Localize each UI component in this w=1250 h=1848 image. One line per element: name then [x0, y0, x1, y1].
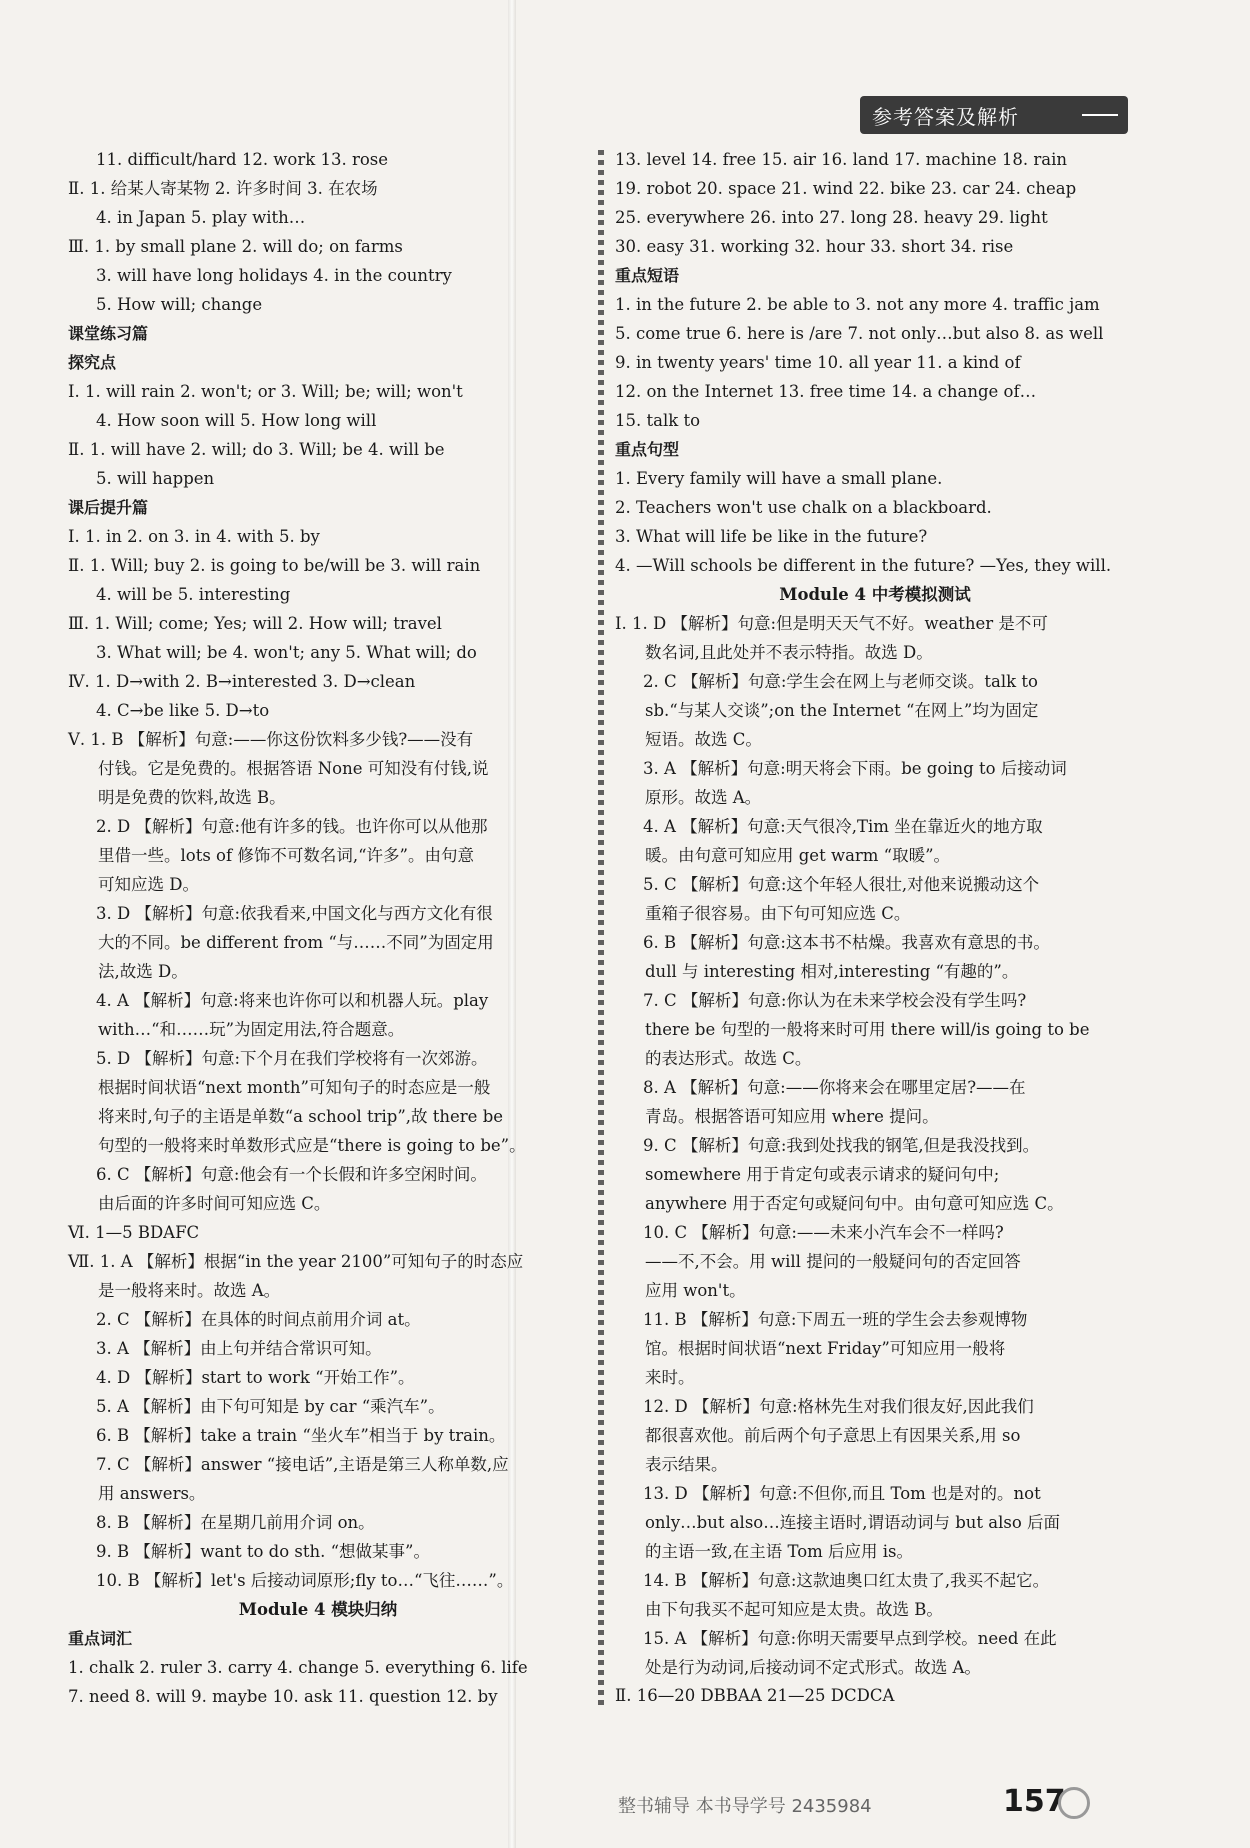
answer-line: Ⅶ. 1. A 【解析】根据“in the year 2100”可知句子的时态应 — [68, 1252, 524, 1271]
right-final-line: Ⅱ. 16—20 DBBAA 21—25 DCDCA — [615, 1686, 895, 1705]
answer-line: 8. A 【解析】句意:——你将来会在哪里定居?——在 — [643, 1078, 1026, 1097]
answer-line: 25. everywhere 26. into 27. long 28. heavy 29. light — [615, 208, 1048, 227]
section-heading: 课后提升篇 — [68, 498, 149, 517]
answer-line: Ⅳ. 1. D→with 2. B→interested 3. D→clean — [68, 672, 416, 691]
answer-line: 由后面的许多时间可知应选 C。 — [98, 1194, 331, 1213]
section-header-tag: 参考答案及解析 — [860, 96, 1128, 134]
answer-line: 馆。根据时间状语“next Friday”可知应用一般将 — [645, 1339, 1006, 1358]
answer-line: sb.“与某人交谈”;on the Internet “在网上”均为固定 — [645, 701, 1039, 720]
answer-line: 5. come true 6. here is /are 7. not only…but also 8. as well — [615, 324, 1104, 343]
module-title: Module 4 模块归纳 — [238, 1600, 398, 1619]
answer-line: 13. level 14. free 15. air 16. land 17. machine 18. rain — [615, 150, 1068, 169]
answer-line: Ⅵ. 1—5 BDAFC — [68, 1223, 200, 1242]
answer-line: 3. What will; be 4. won't; any 5. What will; do — [96, 643, 477, 662]
column-divider — [598, 150, 604, 1710]
answer-line: dull 与 interesting 相对,interesting “有趣的”。 — [645, 962, 1019, 981]
answer-line: 9. in twenty years' time 10. all year 11. a kind of — [615, 353, 1021, 372]
section-heading: 课堂练习篇 — [68, 324, 149, 343]
answer-line: 可知应选 D。 — [98, 875, 199, 894]
answer-line: Ⅲ. 1. Will; come; Yes; will 2. How will; travel — [68, 614, 442, 633]
answer-line: 6. B 【解析】take a train “坐火车”相当于 by train。 — [96, 1426, 506, 1445]
answer-line: 14. B 【解析】句意:这款迪奥口红太贵了,我买不起它。 — [643, 1571, 1050, 1590]
answer-line: 4. A 【解析】句意:天气很冷,Tim 坐在靠近火的地方取 — [643, 817, 1043, 836]
answer-line: 用 answers。 — [98, 1484, 206, 1503]
answer-line: Ⅱ. 1. Will; buy 2. is going to be/will be 3. will rain — [68, 556, 481, 575]
answer-line: Ⅲ. 1. by small plane 2. will do; on farms — [68, 237, 403, 256]
answer-line: 的主语一致,在主语 Tom 后应用 is。 — [645, 1542, 914, 1561]
answer-line: only…but also…连接主语时,谓语动词与 but also 后面 — [645, 1513, 1061, 1532]
answer-line: there be 句型的一般将来时可用 there will/is going to be — [645, 1020, 1090, 1039]
answer-line: 5. A 【解析】由下句可知是 by car “乘汽车”。 — [96, 1397, 445, 1416]
answer-line: 5. How will; change — [96, 295, 263, 314]
answer-line: 明是免费的饮料,故选 B。 — [98, 788, 286, 807]
section-heading: 重点句型 — [615, 440, 680, 459]
answer-line: 4. in Japan 5. play with… — [96, 208, 306, 227]
answer-line: Ⅰ. 1. in 2. on 3. in 4. with 5. by — [68, 527, 320, 546]
answer-line: 4. will be 5. interesting — [96, 585, 291, 604]
vocab-line: 7. need 8. will 9. maybe 10. ask 11. question 12. by — [68, 1687, 498, 1706]
answer-line: 2. D 【解析】句意:他有许多的钱。也许你可以从他那 — [96, 817, 488, 836]
answer-line: 句型的一般将来时单数形式应是“there is going to be”。 — [98, 1136, 526, 1155]
section-heading: 重点词汇 — [68, 1629, 133, 1648]
answer-line: 5. D 【解析】句意:下个月在我们学校将有一次郊游。 — [96, 1049, 488, 1068]
answer-line: 来时。 — [645, 1368, 695, 1387]
answer-line: 2. C 【解析】在具体的时间点前用介词 at。 — [96, 1310, 421, 1329]
answer-line: 法,故选 D。 — [98, 962, 188, 981]
vocab-line: 1. chalk 2. ruler 3. carry 4. change 5. everything 6. life — [68, 1658, 528, 1677]
answer-line: 9. C 【解析】句意:我到处找我的钢笔,但是我没找到。 — [643, 1136, 1040, 1155]
answer-line: 11. difficult/hard 12. work 13. rose — [96, 150, 389, 169]
answer-line: 11. B 【解析】句意:下周五一班的学生会去参观博物 — [643, 1310, 1028, 1329]
right-column — [615, 145, 1135, 1682]
answer-line: 12. D 【解析】句意:格林先生对我们很友好,因此我们 — [643, 1397, 1034, 1416]
answer-line: Ⅰ. 1. D 【解析】句意:但是明天天气不好。weather 是不可 — [615, 614, 1048, 633]
answer-line: 10. C 【解析】句意:——未来小汽车会不一样吗? — [643, 1223, 1004, 1242]
answer-line: 3. A 【解析】由上句并结合常识可知。 — [96, 1339, 382, 1358]
answer-line: 3. What will life be like in the future? — [615, 527, 928, 546]
answer-line: 7. C 【解析】句意:你认为在未来学校会没有学生吗? — [643, 991, 1027, 1010]
answer-line: 4. How soon will 5. How long will — [96, 411, 377, 430]
answer-line: 将来时,句子的主语是单数“a school trip”,故 there be — [98, 1107, 504, 1126]
page-number: 157 — [1003, 1784, 1066, 1819]
answer-line: 30. easy 31. working 32. hour 33. short 34. rise — [615, 237, 1014, 256]
answer-line: 7. C 【解析】answer “接电话”,主语是第三人称单数,应 — [96, 1455, 509, 1474]
answer-line: 4. A 【解析】句意:将来也许你可以和机器人玩。play — [96, 991, 489, 1010]
answer-line: 应用 won't。 — [645, 1281, 746, 1300]
module-title: Module 4 中考模拟测试 — [779, 585, 971, 604]
answer-line: 19. robot 20. space 21. wind 22. bike 23. car 24. cheap — [615, 179, 1077, 198]
answer-line: 原形。故选 A。 — [645, 788, 762, 807]
answer-line: 大的不同。be different from “与……不同”为固定用 — [98, 933, 494, 952]
answer-line: 处是行为动词,后接动词不定式形式。故选 A。 — [645, 1658, 981, 1677]
answer-line: 15. talk to — [615, 411, 701, 430]
answer-line: Ⅱ. 1. 给某人寄某物 2. 许多时间 3. 在农场 — [68, 179, 378, 198]
answer-line: Ⅱ. 1. will have 2. will; do 3. Will; be 4. will be — [68, 440, 445, 459]
answer-line: Ⅰ. 1. will rain 2. won't; or 3. Will; be; will; won't — [68, 382, 463, 401]
answer-line: 5. C 【解析】句意:这个年轻人很壮,对他来说搬动这个 — [643, 875, 1040, 894]
section-heading: 重点短语 — [615, 266, 680, 285]
answer-line: 青岛。根据答语可知应用 where 提问。 — [645, 1107, 939, 1126]
answer-line: 暖。由句意可知应用 get warm “取暖”。 — [645, 846, 951, 865]
left-vocab-lines — [68, 1653, 568, 1711]
answer-line: 数名词,且此处并不表示特指。故选 D。 — [645, 643, 933, 662]
answer-line: 12. on the Internet 13. free time 14. a change of… — [615, 382, 1037, 401]
answer-line: 重箱子很容易。由下句可知应选 C。 — [645, 904, 911, 923]
answer-line: Ⅴ. 1. B 【解析】句意:——你这份饮料多少钱?——没有 — [68, 730, 474, 749]
answer-line: ——不,不会。用 will 提问的一般疑问句的否定回答 — [645, 1252, 1021, 1271]
answer-line: 3. A 【解析】句意:明天将会下雨。be going to 后接动词 — [643, 759, 1067, 778]
answer-line: 表示结果。 — [645, 1455, 728, 1474]
answer-line: 的表达形式。故选 C。 — [645, 1049, 812, 1068]
answer-line: 10. B 【解析】let's 后接动词原形;fly to…“飞往……”。 — [96, 1571, 514, 1590]
answer-line: 里借一些。lots of 修饰不可数名词,“许多”。由句意 — [98, 846, 474, 865]
answer-line: 3. will have long holidays 4. in the country — [96, 266, 452, 285]
answer-line: 1. in the future 2. be able to 3. not any more 4. traffic jam — [615, 295, 1100, 314]
answer-line: 15. A 【解析】句意:你明天需要早点到学校。need 在此 — [643, 1629, 1057, 1648]
answer-line: 短语。故选 C。 — [645, 730, 762, 749]
answer-line: 1. Every family will have a small plane. — [615, 469, 943, 488]
answer-line: somewhere 用于肯定句或表示请求的疑问句中; — [645, 1165, 1000, 1184]
answer-line: 6. C 【解析】句意:他会有一个长假和许多空闲时间。 — [96, 1165, 487, 1184]
answer-line: 由下句我买不起可知应是太贵。故选 B。 — [645, 1600, 943, 1619]
answer-line: 4. D 【解析】start to work “开始工作”。 — [96, 1368, 415, 1387]
left-column — [68, 145, 568, 1653]
section-heading: 探究点 — [68, 353, 117, 372]
answer-line: 根据时间状语“next month”可知句子的时态应是一般 — [98, 1078, 491, 1097]
answer-line: 13. D 【解析】句意:不但你,而且 Tom 也是对的。not — [643, 1484, 1041, 1503]
answer-line: 4. —Will schools be different in the future? —Yes, they will. — [615, 556, 1112, 575]
answer-line: 付钱。它是免费的。根据答语 None 可知没有付钱,说 — [98, 759, 489, 778]
answer-line: 9. B 【解析】want to do sth. “想做某事”。 — [96, 1542, 430, 1561]
answer-line: 8. B 【解析】在星期几前用介词 on。 — [96, 1513, 375, 1532]
answer-line: 6. B 【解析】句意:这本书不枯燥。我喜欢有意思的书。 — [643, 933, 1050, 952]
footer-brand: 整书辅导 本书导学号 2435984 — [618, 1796, 872, 1817]
answer-line: with…“和……玩”为固定用法,符合题意。 — [98, 1020, 405, 1039]
answer-line: 2. C 【解析】句意:学生会在网上与老师交谈。talk to — [643, 672, 1038, 691]
answer-line: 5. will happen — [96, 469, 215, 488]
answer-line: 2. Teachers won't use chalk on a blackboard. — [615, 498, 992, 517]
answer-line: anywhere 用于否定句或疑问句中。由句意可知应选 C。 — [645, 1194, 1064, 1213]
answer-line: 4. C→be like 5. D→to — [96, 701, 270, 720]
answer-line: 3. D 【解析】句意:依我看来,中国文化与西方文化有很 — [96, 904, 493, 923]
answer-line: 是一般将来时。故选 A。 — [98, 1281, 281, 1300]
page-circle-icon — [1058, 1787, 1090, 1819]
answer-line: 都很喜欢他。前后两个句子意思上有因果关系,用 so — [645, 1426, 1021, 1445]
